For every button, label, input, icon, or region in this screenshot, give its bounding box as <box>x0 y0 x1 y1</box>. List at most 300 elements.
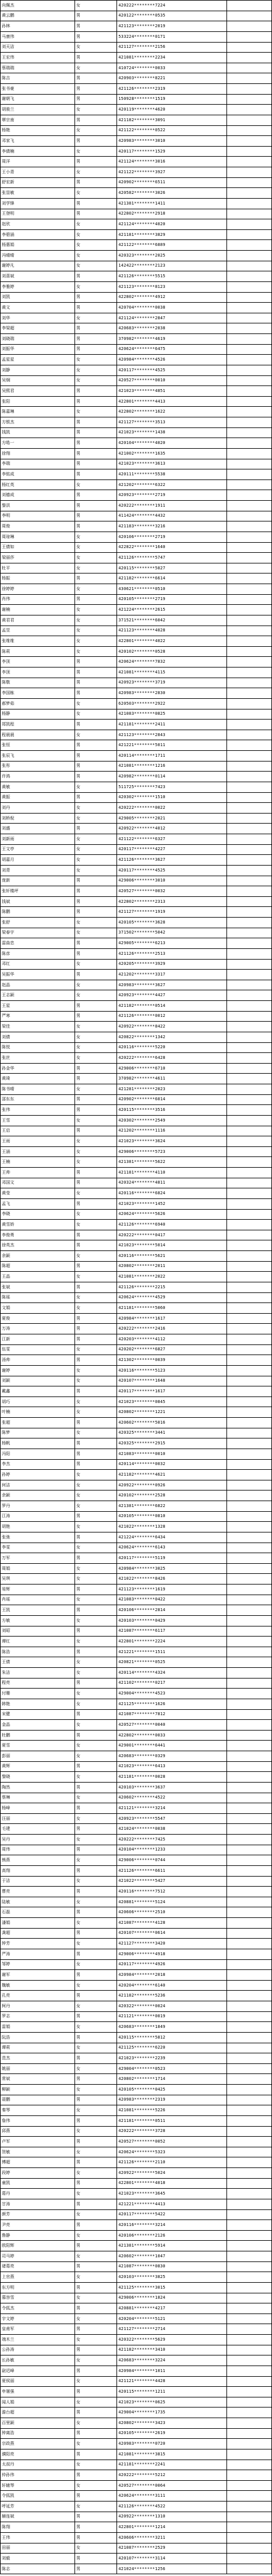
gender-cell: 男 <box>75 772 116 782</box>
gender-cell: 女 <box>75 1615 116 1626</box>
gender-cell: 男 <box>75 1803 116 1814</box>
name-cell: 李晓 <box>1 1209 75 1220</box>
table-row <box>1 688 272 699</box>
name-cell: 杨峰 <box>1 1803 75 1814</box>
id-number-cell: 430621********0510 <box>117 584 227 595</box>
name-cell: 仲孙伟 <box>1 2470 75 2481</box>
table-row <box>1 2011 272 2022</box>
id-number-cell: 421181********2241 <box>117 2460 227 2470</box>
name-cell: 端木兰 <box>1 2335 75 2345</box>
empty-cell <box>227 928 272 938</box>
gender-cell: 女 <box>75 2147 116 2157</box>
table-row <box>1 876 272 886</box>
empty-cell <box>227 1887 272 1897</box>
table-row <box>1 344 272 355</box>
empty-cell <box>227 209 272 219</box>
empty-cell <box>227 1637 272 1647</box>
name-cell: 周琼琳 <box>1 532 75 542</box>
empty-cell <box>227 469 272 480</box>
empty-cell <box>227 281 272 292</box>
gender-cell: 男 <box>75 490 116 501</box>
id-number-cell: 421124********2847 <box>117 313 227 323</box>
table-row <box>1 1042 272 1053</box>
name-cell: 宋健 <box>1 1709 75 1720</box>
name-cell: 杨帆 <box>1 1438 75 1449</box>
name-cell: 杜平 <box>1 563 75 573</box>
name-cell: 张舒 <box>1 918 75 928</box>
table-row <box>1 1615 272 1626</box>
gender-cell: 男 <box>75 1782 116 1793</box>
table-row <box>1 1980 272 1991</box>
name-cell: 黎洪 <box>1 501 75 511</box>
gender-cell: 女 <box>75 2209 116 2220</box>
gender-cell: 男 <box>75 688 116 699</box>
id-number-cell: 421122********3927 <box>117 167 227 178</box>
table-row <box>1 803 272 814</box>
table-row <box>1 1230 272 1240</box>
empty-cell <box>227 396 272 407</box>
gender-cell: 男 <box>75 94 116 105</box>
id-number-cell: 420902********6014 <box>117 1094 227 1105</box>
empty-cell <box>227 2480 272 2491</box>
gender-cell: 女 <box>75 1084 116 1095</box>
table-row <box>1 1709 272 1720</box>
id-number-cell: 420222********2416 <box>117 1324 227 1334</box>
id-number-cell: 420222********7425 <box>117 1835 227 1845</box>
name-cell: 徐婷婷 <box>1 584 75 595</box>
empty-cell <box>227 1845 272 1855</box>
empty-cell <box>227 1220 272 1230</box>
name-cell: 张阳 <box>1 396 75 407</box>
table-row <box>1 886 272 897</box>
table-row <box>1 1668 272 1679</box>
gender-cell: 男 <box>75 948 116 959</box>
id-number-cell: 420983********0720 <box>117 2439 227 2449</box>
id-number-cell: 420983********2830 <box>117 688 227 699</box>
empty-cell <box>227 1615 272 1626</box>
id-number-cell: 420122********0535 <box>117 11 227 21</box>
gender-cell: 男 <box>75 1230 116 1240</box>
table-row <box>1 928 272 938</box>
empty-cell <box>227 990 272 1001</box>
name-cell: 慕容雪 <box>1 2293 75 2303</box>
id-number-cell: 420117********4525 <box>117 865 227 876</box>
name-cell: 胡艳 <box>1 1522 75 1532</box>
id-number-cell: 420802********1221 <box>117 1407 227 1418</box>
gender-cell: 男 <box>75 1585 116 1595</box>
empty-cell <box>227 688 272 699</box>
name-cell: 邹婷 <box>1 1959 75 1970</box>
gender-cell: 女 <box>75 167 116 178</box>
table-row <box>1 980 272 990</box>
id-number-cell: 420984********1617 <box>117 1313 227 1324</box>
id-number-cell: 420624********7832 <box>117 657 227 668</box>
table-row <box>1 1793 272 1803</box>
name-cell: 黄君君 <box>1 615 75 626</box>
table-row <box>1 761 272 772</box>
gender-cell: 女 <box>75 1543 116 1553</box>
empty-cell <box>227 1865 272 1876</box>
empty-cell <box>227 553 272 563</box>
id-number-cell: 420302********1510 <box>117 792 227 803</box>
empty-cell <box>227 1824 272 1835</box>
gender-cell: 女 <box>75 219 116 230</box>
empty-cell <box>227 42 272 53</box>
id-number-cell: 420325********3441 <box>117 1428 227 1438</box>
name-cell: 方晧一 <box>1 438 75 449</box>
name-cell: 吴丹 <box>1 1835 75 1845</box>
gender-cell: 男 <box>75 573 116 584</box>
id-number-cell: 421202********3317 <box>117 970 227 980</box>
gender-cell: 男 <box>75 2324 116 2335</box>
empty-cell <box>227 1094 272 1105</box>
table-row <box>1 2241 272 2251</box>
empty-cell <box>227 1803 272 1814</box>
id-number-cell: 421023********5014 <box>117 1240 227 1251</box>
empty-cell <box>227 1939 272 1949</box>
gender-cell: 男 <box>75 2282 116 2293</box>
empty-cell <box>227 1292 272 1303</box>
name-cell: 刘华 <box>1 313 75 323</box>
name-cell: 覃宗南 <box>1 115 75 125</box>
name-cell: 诸葛亮 <box>1 2261 75 2272</box>
gender-cell: 女 <box>75 698 116 709</box>
empty-cell <box>227 63 272 73</box>
table-row <box>1 740 272 751</box>
empty-cell <box>227 177 272 188</box>
id-number-cell: 421126********5747 <box>117 553 227 563</box>
table-row <box>1 2220 272 2231</box>
gender-cell: 女 <box>75 803 116 814</box>
table-row <box>1 448 272 459</box>
empty-cell <box>227 636 272 647</box>
gender-cell: 男 <box>75 11 116 21</box>
name-cell: 石磊 <box>1 1907 75 1918</box>
gender-cell: 女 <box>75 1292 116 1303</box>
name-cell: 甘涛 <box>1 2199 75 2209</box>
gender-cell: 女 <box>75 2313 116 2324</box>
id-number-cell: 421023********3624 <box>117 1136 227 1147</box>
name-cell: 严寒 <box>1 1011 75 1022</box>
name-cell: 江新 <box>1 1334 75 1345</box>
name-cell: 阮浩 <box>1 2032 75 2043</box>
table-row <box>1 1251 272 1262</box>
name-cell: 黎晓 <box>1 1772 75 1783</box>
table-row <box>1 1188 272 1199</box>
name-cell: 余颖 <box>1 1251 75 1262</box>
id-number-cell: 429004********1735 <box>117 2407 227 2418</box>
empty-cell <box>227 1240 272 1251</box>
empty-cell <box>227 511 272 521</box>
empty-cell <box>227 313 272 323</box>
table-row <box>1 73 272 84</box>
gender-cell: 女 <box>75 2251 116 2262</box>
empty-cell <box>227 2564 272 2574</box>
gender-cell: 男 <box>75 386 116 397</box>
name-cell: 王志颖 <box>1 990 75 1001</box>
empty-cell <box>227 1032 272 1042</box>
gender-cell: 女 <box>75 2335 116 2345</box>
table-row <box>1 1386 272 1397</box>
id-number-cell: 421024********0038 <box>117 1824 227 1835</box>
name-cell: 王宏伟 <box>1 53 75 63</box>
gender-cell: 女 <box>75 1657 116 1668</box>
id-number-cell: 420117********1529 <box>117 146 227 157</box>
name-cell: 龚超 <box>1 1928 75 1939</box>
table-row <box>1 2157 272 2168</box>
id-number-cell: 421022********1328 <box>117 1522 227 1532</box>
name-cell: 陈鹏 <box>1 907 75 918</box>
id-number-cell: 420105********0425 <box>117 2085 227 2095</box>
gender-cell: 男 <box>75 1001 116 1012</box>
gender-cell: 男 <box>75 1907 116 1918</box>
empty-cell <box>227 1365 272 1376</box>
name-cell: 邵东东 <box>1 1094 75 1105</box>
name-cell: 毛建 <box>1 1824 75 1835</box>
empty-cell <box>227 1751 272 1762</box>
table-row <box>1 1689 272 1699</box>
empty-cell <box>227 261 272 271</box>
gender-cell: 男 <box>75 344 116 355</box>
gender-cell: 男 <box>75 657 116 668</box>
table-row <box>1 2168 272 2179</box>
table-row <box>1 2209 272 2220</box>
table-row <box>1 261 272 271</box>
gender-cell: 男 <box>75 1063 116 1074</box>
name-cell: 王小青 <box>1 167 75 178</box>
empty-cell <box>227 1126 272 1136</box>
table-row <box>1 2449 272 2460</box>
gender-cell: 女 <box>75 1959 116 1970</box>
table-row <box>1 2376 272 2387</box>
name-cell: 黄敏 <box>1 782 75 792</box>
gender-cell: 男 <box>75 2157 116 2168</box>
table-row <box>1 938 272 949</box>
empty-cell <box>227 1407 272 1418</box>
table-row <box>1 136 272 147</box>
name-cell: 张伟 <box>1 1105 75 1116</box>
table-row <box>1 2522 272 2533</box>
gender-cell: 女 <box>75 1855 116 1866</box>
table-row <box>1 1907 272 1918</box>
empty-cell <box>227 938 272 949</box>
empty-cell <box>227 2345 272 2355</box>
empty-cell <box>227 21 272 32</box>
empty-cell <box>227 1053 272 1064</box>
table-row <box>1 2189 272 2199</box>
name-cell: 于洁 <box>1 1876 75 1887</box>
id-number-cell: 420104********1233 <box>117 1845 227 1855</box>
gender-cell: 女 <box>75 375 116 386</box>
empty-cell <box>227 11 272 21</box>
id-number-cell: 429006********3010 <box>117 876 227 886</box>
empty-cell <box>227 271 272 282</box>
name-cell: 皇甫军 <box>1 2324 75 2335</box>
empty-cell <box>227 668 272 678</box>
empty-cell <box>227 157 272 167</box>
empty-cell <box>227 1741 272 1751</box>
id-number-cell: 421081********2234 <box>117 53 227 63</box>
name-cell: 吴熙君 <box>1 386 75 397</box>
gender-cell: 女 <box>75 1407 116 1418</box>
name-cell: 田丽 <box>1 2543 75 2554</box>
empty-cell <box>227 573 272 584</box>
empty-cell <box>227 907 272 918</box>
empty-cell <box>227 865 272 876</box>
table-row <box>1 334 272 345</box>
name-cell: 王雨 <box>1 1136 75 1147</box>
gender-cell: 女 <box>75 1563 116 1574</box>
table-row <box>1 2272 272 2283</box>
empty-cell <box>227 772 272 782</box>
gender-cell: 女 <box>75 240 116 251</box>
empty-cell <box>227 1490 272 1501</box>
table-row <box>1 490 272 501</box>
table-row <box>1 1094 272 1105</box>
table-row <box>1 594 272 605</box>
table-row <box>1 2428 272 2439</box>
name-cell: 叶楠 <box>1 1407 75 1418</box>
empty-cell <box>227 1188 272 1199</box>
id-number-cell: 420802********1714 <box>117 2074 227 2085</box>
empty-cell <box>227 2095 272 2105</box>
empty-cell <box>227 2428 272 2439</box>
gender-cell: 男 <box>75 2564 116 2574</box>
id-number-cell: 420105********2719 <box>117 594 227 605</box>
gender-cell: 男 <box>75 157 116 167</box>
gender-cell: 男 <box>75 1240 116 1251</box>
table-row <box>1 459 272 469</box>
gender-cell: 男 <box>75 2241 116 2251</box>
empty-cell <box>227 2011 272 2022</box>
empty-cell <box>227 479 272 490</box>
name-cell: 王星 <box>1 1001 75 1012</box>
name-cell: 刘新雨 <box>1 834 75 845</box>
empty-cell <box>227 240 272 251</box>
empty-cell <box>227 2407 272 2418</box>
id-number-cell: 420683********0329 <box>117 1751 227 1762</box>
gender-cell: 男 <box>75 594 116 605</box>
name-cell: 程亮 <box>1 1678 75 1689</box>
table-row <box>1 157 272 167</box>
id-number-cell: 421182********6614 <box>117 573 227 584</box>
name-cell: 赵欣 <box>1 219 75 230</box>
name-cell: 周俊 <box>1 521 75 532</box>
gender-cell: 女 <box>75 1574 116 1585</box>
id-number-cell: 421121********4428 <box>117 2376 227 2387</box>
gender-cell: 男 <box>75 21 116 32</box>
id-number-cell: 420116********5621 <box>117 1251 227 1262</box>
table-row <box>1 563 272 573</box>
name-cell: 夏侯丽 <box>1 2376 75 2387</box>
gender-cell: 男 <box>75 1105 116 1116</box>
empty-cell <box>227 2032 272 2043</box>
table-row <box>1 1334 272 1345</box>
gender-cell: 男 <box>75 824 116 834</box>
table-row <box>1 1261 272 1272</box>
empty-cell <box>227 1272 272 1282</box>
id-number-cell: 421127********1919 <box>117 907 227 918</box>
table-row <box>1 1991 272 2001</box>
id-number-cell: 420602********4522 <box>117 1793 227 1803</box>
table-row <box>1 1126 272 1136</box>
table-row <box>1 1198 272 1209</box>
table-row <box>1 2053 272 2064</box>
name-cell: 梁佳 <box>1 1022 75 1032</box>
table-row <box>1 1272 272 1282</box>
empty-cell <box>227 2313 272 2324</box>
gender-cell: 男 <box>75 323 116 334</box>
gender-cell: 女 <box>75 1251 116 1262</box>
gender-cell: 男 <box>75 115 116 125</box>
id-number-cell: 421221********4413 <box>117 2199 227 2209</box>
name-cell: 张维维 <box>1 636 75 647</box>
name-cell: 段婷 <box>1 2168 75 2179</box>
table-row <box>1 1011 272 1022</box>
gender-cell: 女 <box>75 709 116 720</box>
id-number-cell: 429006********4918 <box>117 1949 227 1959</box>
gender-cell: 女 <box>75 42 116 53</box>
id-number-cell: 420117********1617 <box>117 1386 227 1397</box>
name-cell: 范杰 <box>1 2053 75 2064</box>
name-cell: 钱斌 <box>1 896 75 907</box>
id-number-cell: 420527********0010 <box>117 375 227 386</box>
empty-cell <box>227 1532 272 1543</box>
name-cell: 黄琦 <box>1 1074 75 1084</box>
id-number-cell: 421126********3627 <box>117 855 227 866</box>
table-row <box>1 1240 272 1251</box>
id-number-cell: 420116********7512 <box>117 1887 227 1897</box>
gender-cell: 男 <box>75 31 116 42</box>
empty-cell <box>227 1897 272 1907</box>
id-number-cell: 421125********6220 <box>117 2043 227 2053</box>
gender-cell: 男 <box>75 2554 116 2564</box>
table-row <box>1 21 272 32</box>
gender-cell: 男 <box>75 334 116 345</box>
gender-cell: 男 <box>75 1094 116 1105</box>
id-number-cell: 421125********1626 <box>117 1699 227 1709</box>
empty-cell <box>227 188 272 199</box>
gender-cell: 女 <box>75 1522 116 1532</box>
name-cell: 杨艳 <box>1 125 75 136</box>
id-number-cell: 421122********6889 <box>117 240 227 251</box>
empty-cell <box>227 1574 272 1585</box>
empty-cell <box>227 1449 272 1459</box>
empty-cell <box>227 1 272 11</box>
id-number-cell: 421087********0830 <box>117 2261 227 2272</box>
gender-cell: 男 <box>75 2095 116 2105</box>
gender-cell: 男 <box>75 2470 116 2481</box>
gender-cell: 女 <box>75 1365 116 1376</box>
gender-cell: 女 <box>75 229 116 240</box>
name-cell: 邓家飞 <box>1 136 75 147</box>
name-cell: 刘倩 <box>1 1032 75 1042</box>
table-row <box>1 605 272 615</box>
id-number-cell: 420602********1047 <box>117 2251 227 2262</box>
id-number-cell: 420222********0022 <box>117 803 227 814</box>
table-row <box>1 792 272 803</box>
empty-cell <box>227 2001 272 2012</box>
name-cell: 邓红 <box>1 959 75 970</box>
gender-cell: 男 <box>75 740 116 751</box>
id-number-cell: 421281********2023 <box>117 1084 227 1095</box>
gender-cell: 男 <box>75 896 116 907</box>
table-row <box>1 1 272 11</box>
name-cell: 金晶 <box>1 1720 75 1731</box>
name-cell: 周洋 <box>1 157 75 167</box>
table-row <box>1 2564 272 2574</box>
gender-cell: 男 <box>75 1511 116 1522</box>
